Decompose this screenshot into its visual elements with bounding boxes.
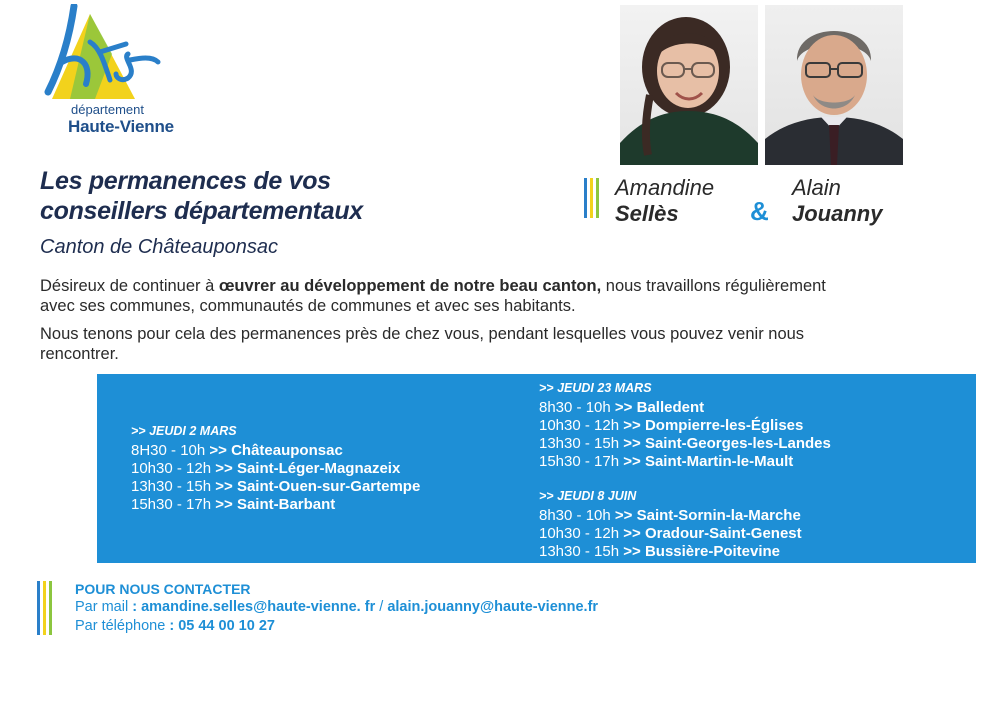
logo-haute-vienne-text: Haute-Vienne [68,117,174,136]
email-link-amandine[interactable]: amandine.selles@haute-vienne. fr [141,599,376,615]
woman-portrait-icon [620,5,758,165]
logo-department-text: département [71,102,144,117]
department-logo-mark-icon [40,4,170,104]
page-title-line1: Les permanences de vos [40,167,331,195]
schedule-box [97,374,976,563]
councillor-amandine-selles [615,175,714,227]
schedule-row: 10h30 - 12h >> Dompierre-les-Églises [539,417,804,434]
page-title [40,166,363,226]
schedule-row: 15h30 - 17h >> Saint-Martin-le-Mault [539,453,794,470]
man-portrait-icon [765,5,903,165]
schedule-row: 15h30 - 17h >> Saint-Barbant [131,496,336,513]
day-label: >> JEUDI 2 MARS [131,424,237,438]
schedule-day-23-mars [539,379,831,471]
schedule-day-2-mars [131,422,420,514]
intro-text: rencontrer. [40,345,119,363]
page-title-line2: conseillers départementaux [40,197,363,225]
name-color-bars [584,178,600,218]
intro-text: Désireux de continuer à [40,277,219,295]
schedule-row: 13h30 - 15h >> Saint-Ouen-sur-Gartempe [131,478,421,495]
intro-text: avec ses communes, communautés de communes et avec ses habitants. [40,297,576,315]
photo-alain-jouanny [765,5,903,165]
intro-emphasis: œuvrer au développement de notre beau canton, [218,277,602,295]
intro-text: nous travaillons régulièrement [601,277,826,295]
mail-label: Par mail [75,599,129,615]
intro-paragraph-2 [40,324,804,364]
intro-paragraph-1 [40,276,826,316]
phone-label: Par téléphone [75,618,166,634]
schedule-row: 8h30 - 10h >> Balledent [539,399,705,416]
schedule-row: 8H30 - 10h >> Châteauponsac [131,442,343,459]
schedule-row: 8h30 - 10h >> Saint-Sornin-la-Marche [539,507,801,524]
canton-subtitle: Canton de Châteauponsac [40,236,278,258]
schedule-row: 10h30 - 12h >> Saint-Léger-Magnazeix [131,460,401,477]
day-label: >> JEUDI 8 JUIN [539,489,637,503]
day-label: >> JEUDI 23 MARS [539,381,652,395]
schedule-day-8-juin [539,487,802,561]
councillor-alain-jouanny [792,175,882,227]
contact-mail-line: Par mail : amandine.selles@haute-vienne. fr / alain.jouanny@haute-vienne.fr [75,599,599,615]
contact-heading: POUR NOUS CONTACTER [75,581,251,597]
councillor-last-name: Jouanny [792,201,883,226]
department-logo [40,4,174,138]
contact-color-bars [37,581,57,635]
councillor-first-name: Alain [792,175,841,200]
schedule-row: 13h30 - 15h >> Bussière-Poitevine [539,543,781,560]
ampersand: & [750,196,769,226]
schedule-row: 10h30 - 12h >> Oradour-Saint-Genest [539,525,802,542]
contact-phone-line: Par téléphone : 05 44 00 10 27 [75,618,275,634]
email-link-alain[interactable]: alain.jouanny@haute-vienne.fr [387,599,599,615]
councillor-first-name: Amandine [615,175,715,200]
intro-text: Nous tenons pour cela des permanences près de chez vous, pendant lesquelles vous pouvez venir nous [40,325,805,343]
photo-amandine-selles [620,5,758,165]
schedule-row: 13h30 - 15h >> Saint-Georges-les-Landes [539,435,831,452]
phone-number[interactable]: 05 44 00 10 27 [178,618,275,634]
councillor-last-name: Sellès [615,201,679,226]
